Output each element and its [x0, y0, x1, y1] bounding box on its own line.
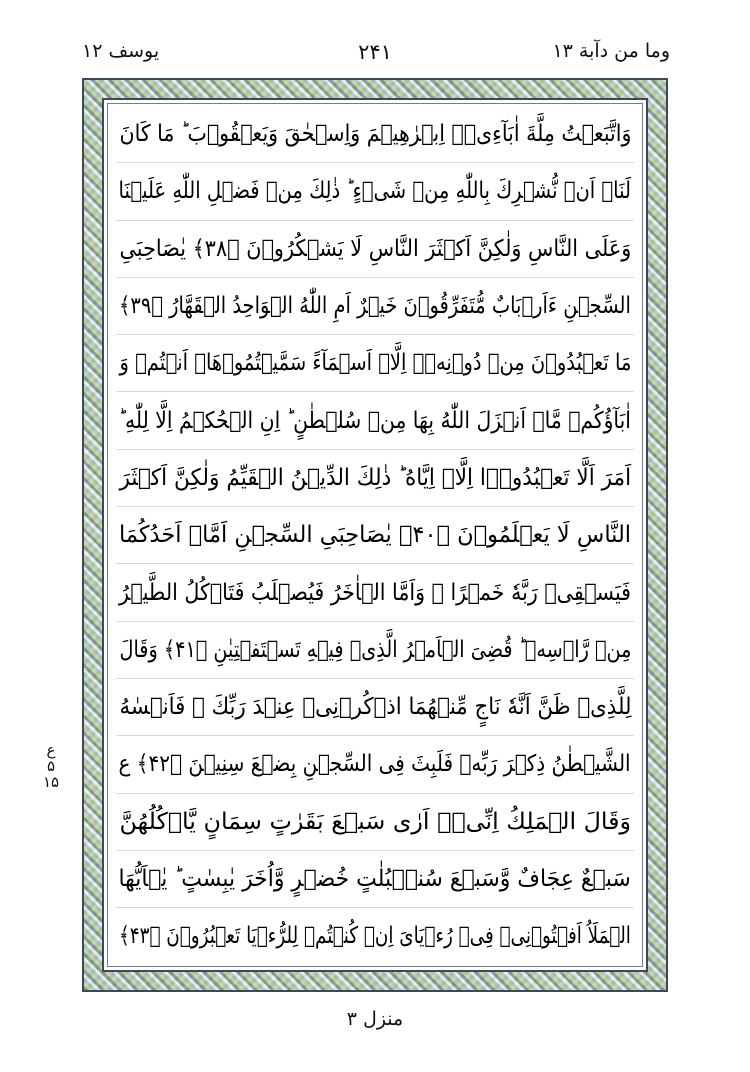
ruku-marker: [38, 742, 64, 790]
verse-line: [116, 392, 634, 449]
text-panel: [102, 98, 648, 972]
verse-text: السِّجۡنِ ءَاَرۡبَابٌ مُّتَفَرِّقُوۡنَ خَیۡرٌ اَمِ اللّٰهُ الۡوَاحِدُ الۡقَهَّارُ ﴿۳۹﴾: [119, 293, 631, 320]
verse-line: [116, 679, 634, 736]
ornamental-border: [82, 78, 668, 992]
ruku-number: ۵: [46, 757, 56, 775]
verse-line: [116, 622, 634, 679]
manzil-footer: منزل ۳: [346, 1008, 404, 1030]
verse-text: الشَّیۡطٰنُ ذِكۡرَ رَبِّهٖ فَلَبِثَ فِی السِّجۡنِ بِضۡعَ سِنِیۡنَ ﴿۴۲﴾ ع: [118, 751, 632, 778]
verse-text: وَاتَّبَعۡتُ مِلَّةَ اٰبَآءِیۡۤ اِبۡرٰهِیۡمَ وَاِسۡحٰقَ وَیَعۡقُوۡبَ ؕ مَا كَانَ: [119, 121, 631, 148]
verse-text: سَبۡعٌ عِجَافٌ وَّسَبۡعَ سُنۡۢبُلٰتٍ خُضۡرٍ وَّاُخَرَ یٰبِسٰتٍ ؕ یٰۤاَیُّهَا: [118, 866, 632, 892]
verse-line: [116, 908, 634, 964]
ruku-symbol: ع: [46, 741, 56, 759]
verse-line: [116, 163, 634, 220]
verse-text: النَّاسِ لَا یَعۡلَمُوۡنَ ﴿۴۰﴾ یٰصَاحِبَیِ السِّجۡنِ اَمَّاۤ اَحَدُكُمَا: [118, 522, 632, 549]
verse-text: لَنَاۤ اَنۡ نُّشۡرِكَ بِاللّٰهِ مِنۡ شَیۡءٍ ؕ ذٰلِكَ مِنۡ فَضۡلِ اللّٰهِ عَلَیۡنَا: [118, 178, 632, 205]
verse-line: [116, 335, 634, 392]
verse-text: فَیَسۡقِیۡ رَبَّهٗ خَمۡرًا ۚ وَاَمَّا الۡاٰخَرُ فَیُصۡلَبُ فَتَاۡكُلُ الطَّیۡرُ: [118, 579, 632, 606]
verse-line: [116, 851, 634, 908]
verse-text: اَمَرَ اَلَّا تَعۡبُدُوۡۤا اِلَّاۤ اِیَّاهُ ؕ ذٰلِكَ الدِّیۡنُ الۡقَیِّمُ وَلٰكِنَّ اَكۡثَرَ: [119, 464, 631, 491]
verse-line: [116, 794, 634, 851]
verse-line: [116, 278, 634, 335]
verse-line: [116, 564, 634, 621]
surah-title: یوسف ۱۲: [82, 40, 160, 62]
verse-text: وَقَالَ الۡمَلِكُ اِنِّیۡۤ اَرٰی سَبۡعَ بَقَرٰتٍ سِمَانٍ یَّاۡكُلُهُنَّ: [119, 808, 631, 835]
ruku-verse-count: ۱۵: [42, 773, 60, 791]
verse-text: وَعَلَی النَّاسِ وَلٰكِنَّ اَكۡثَرَ النَّاسِ لَا یَشۡكُرُوۡنَ ﴿۳۸﴾ یٰصَاحِبَیِ: [119, 235, 631, 262]
verse-text: مَا تَعۡبُدُوۡنَ مِنۡ دُوۡنِهٖۤ اِلَّاۤ اَسۡمَآءً سَمَّیۡتُمُوۡهَاۤ اَنۡتُمۡ وَ: [119, 350, 631, 377]
verse-line: [116, 450, 634, 507]
verse-lines: [116, 106, 634, 966]
verse-text: الۡمَلَاُ اَفۡتُوۡنِیۡ فِیۡ رُءۡیَایَ اِنۡ كُنۡتُمۡ لِلرُّءۡیَا تَعۡبُرُوۡنَ ﴿۴۳﴾: [119, 923, 631, 950]
verse-line: [116, 507, 634, 564]
verse-line: [116, 736, 634, 793]
verse-line: [116, 221, 634, 278]
page-number: ۲۴۱: [358, 40, 392, 64]
page-header: [0, 40, 750, 80]
verse-text: اٰبَآؤُكُمۡ مَّاۤ اَنۡزَلَ اللّٰهُ بِهَا مِنۡ سُلۡطٰنٍ ؕ اِنِ الۡحُكۡمُ اِلَّا لِلّٰهِ ؕ: [118, 407, 632, 434]
verse-text: مِنۡ رَّاۡسِهٖ ؕ قُضِیَ الۡاَمۡرُ الَّذِیۡ فِیۡهِ تَسۡتَفۡتِیٰنِ ﴿۴۱﴾ وَقَالَ: [119, 636, 631, 663]
verse-text: لِلَّذِیۡ ظَنَّ اَنَّهٗ نَاجٍ مِّنۡهُمَا اذۡكُرۡنِیۡ عِنۡدَ رَبِّكَ ۫ فَاَنۡسٰهُ: [119, 694, 631, 721]
juz-title: وما من دآبة ۱۳: [552, 40, 670, 62]
verse-line: [116, 106, 634, 163]
